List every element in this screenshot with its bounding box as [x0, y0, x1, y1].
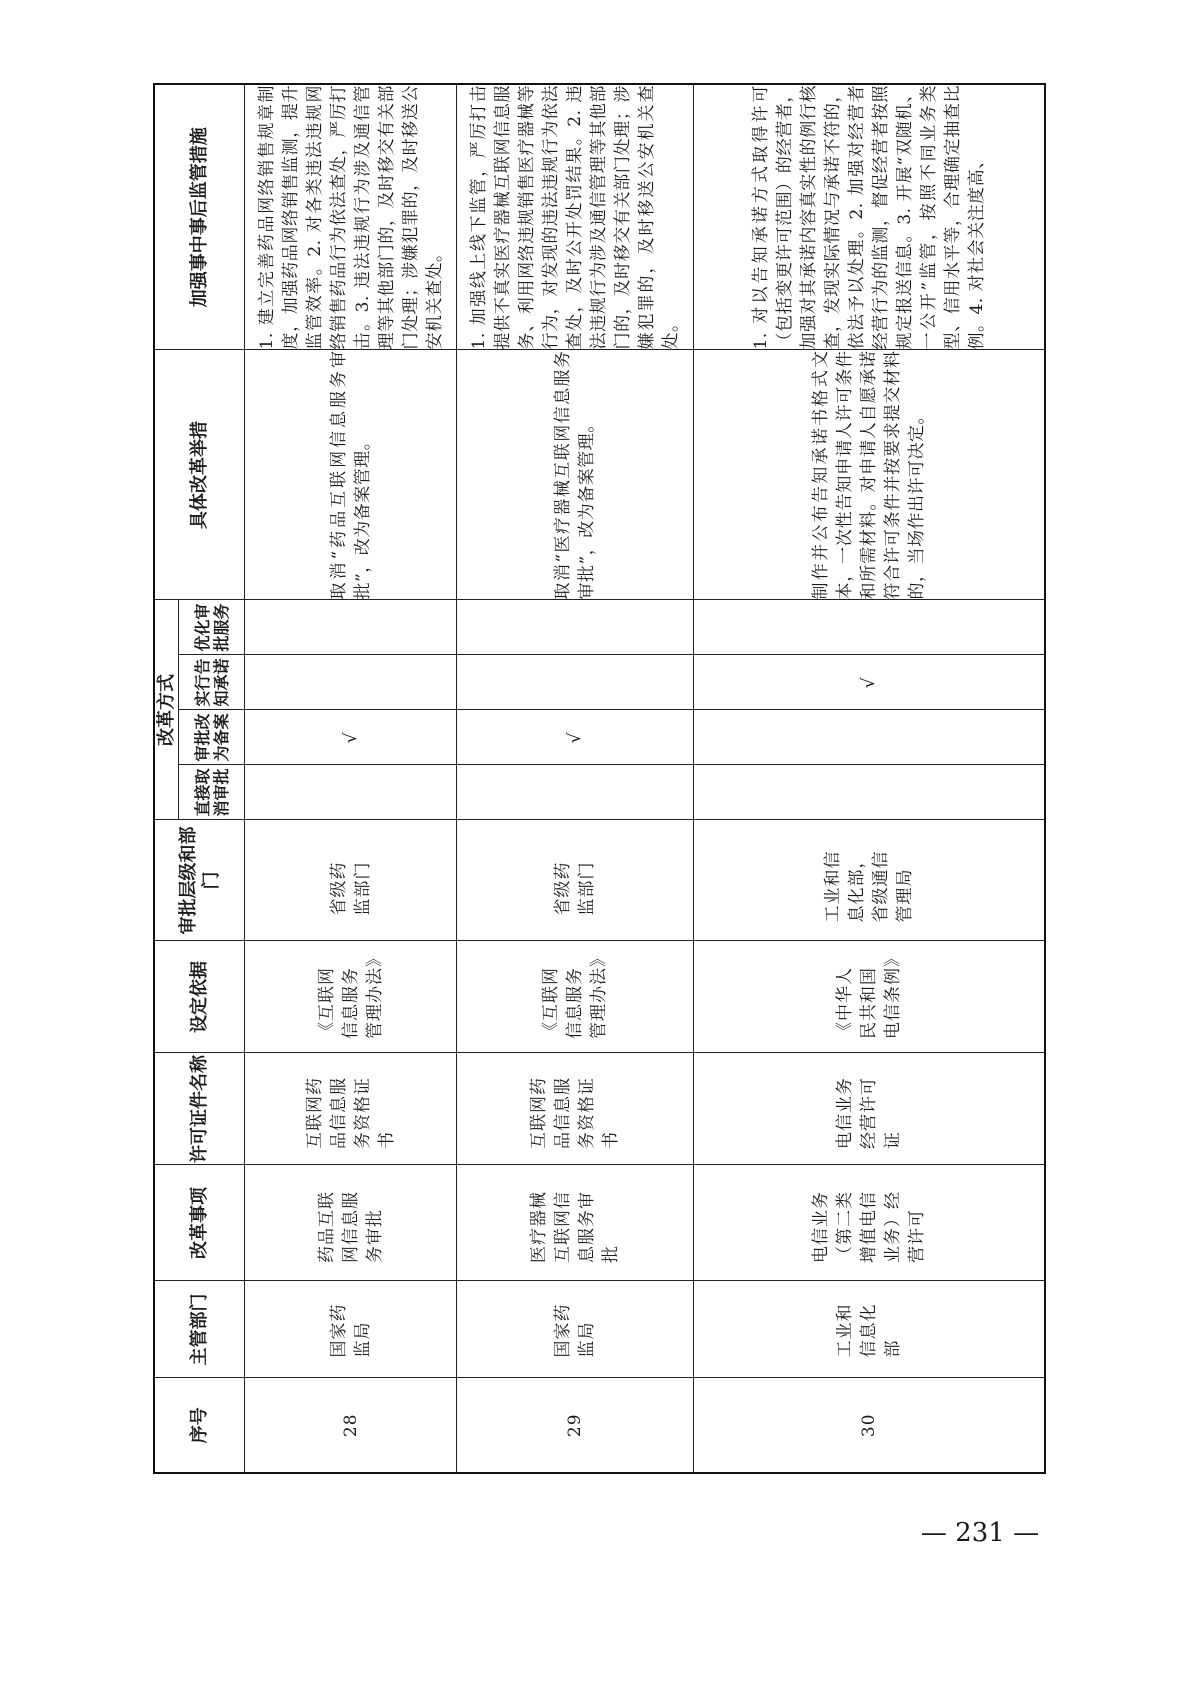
cell-level: [694, 820, 1045, 941]
header-filing: 审批改为备案: [179, 710, 245, 765]
cell-basis: [245, 941, 457, 1053]
cell-supervision: 1. 对以告知承诺方式取得许可（包括变更许可范围）的经营者，加强对其承诺内容真实性的例行核查，发现实际情况与承诺不符的，依法予以处理。2. 加强对经营者经营行为的监测，督促经营者按照规定报送信息。3. 开展“双随机、一公开”监管，按照不同业务类型、信用水平等，合理确定抽查比例。4. 对社会关注度高、: [694, 84, 1045, 350]
cell-filing: √: [457, 710, 694, 765]
header-level: 审批层级和部门: [154, 820, 245, 941]
cell-supervision: 1. 建立完善药品网络销售规章制度，加强药品网络销售监测，提升监管效率。2. 对各类违法违规网络销售药品行为依法查处，严厉打击。3. 违法违规行为涉及通信管理等其他部门的，及时移交有关部门处理；涉嫌犯罪的，及时移送公安机关查处。: [245, 84, 457, 350]
level-text: 工业和信息化部，省级通信管理局: [822, 850, 915, 923]
cell-cancel: [694, 765, 1045, 820]
rotated-table-canvas: [153, 85, 1043, 1474]
header-basis: 设定依据: [154, 941, 245, 1053]
cell-cancel: [457, 765, 694, 820]
header-license: 许可证件名称: [154, 1053, 245, 1165]
cell-dept: [457, 1281, 694, 1378]
license-text: 电信业务经营许可证: [834, 1077, 903, 1149]
page-number: — 231 —: [920, 1518, 1040, 1548]
table-row: [457, 84, 694, 1473]
cell-filing: [694, 710, 1045, 765]
table-row: [694, 84, 1045, 1473]
cell-item: [245, 1165, 457, 1281]
cell-notify: [245, 655, 457, 710]
cell-seq: 29: [457, 1378, 694, 1473]
cell-measures: 取消“医疗器械互联网信息服务审批”，改为备案管理。: [457, 350, 694, 600]
header-item: 改革事项: [154, 1165, 245, 1281]
cell-notify: [457, 655, 694, 710]
level-text: 省级药监部门: [553, 861, 597, 916]
cell-dept: [245, 1281, 457, 1378]
item-text: 药品互联网信息服务审批: [316, 1191, 385, 1263]
header-dept: 主管部门: [154, 1281, 245, 1378]
reform-table: [153, 83, 1046, 1474]
cell-filing: √: [245, 710, 457, 765]
cell-item: [457, 1165, 694, 1281]
basis-text: 《中华人民共和国电信条例》: [834, 949, 903, 1039]
cell-measures: 取消“药品互联网信息服务审批”，改为备案管理。: [245, 350, 457, 600]
header-optimize: 优化审批服务: [179, 600, 245, 655]
cell-seq: 30: [694, 1378, 1045, 1473]
dept-text: 国家药监局: [328, 1303, 373, 1358]
header-measures: 具体改革举措: [154, 350, 245, 600]
cell-license: [457, 1053, 694, 1165]
cell-measures: 制作并公布告知承诺书格式文本，一次性告知申请人许可条件和所需材料。对申请人自愿承诺符合许可条件并按要求提交材料的，当场作出许可决定。: [694, 350, 1045, 600]
header-supervision: 加强事中事后监管措施: [154, 84, 245, 350]
cell-optimize: [245, 600, 457, 655]
header-notify: 实行告知承诺: [179, 655, 245, 710]
basis-text: 《互联网信息服务管理办法》: [316, 949, 385, 1039]
header-cancel: 直接取消审批: [179, 765, 245, 820]
item-text: 医疗器械互联网信息服务审批: [529, 1191, 621, 1263]
license-text: 互联网药品信息服务资格证书: [529, 1077, 621, 1149]
table-row: [245, 84, 457, 1473]
dept-text: 工业和信息化部: [834, 1303, 903, 1358]
cell-dept: [694, 1281, 1045, 1378]
cell-basis: [457, 941, 694, 1053]
cell-license: [245, 1053, 457, 1165]
basis-text: 《互联网信息服务管理办法》: [541, 949, 609, 1039]
cell-cancel: [245, 765, 457, 820]
cell-seq: 28: [245, 1378, 457, 1473]
cell-notify: √: [694, 655, 1045, 710]
dept-text: 国家药监局: [553, 1303, 597, 1358]
header-reform-method: 改革方式: [154, 600, 179, 820]
header-seq: 序号: [154, 1378, 245, 1473]
level-text: 省级药监部门: [328, 861, 373, 916]
cell-license: [694, 1053, 1045, 1165]
cell-optimize: [457, 600, 694, 655]
cell-optimize: [694, 600, 1045, 655]
item-text: 电信业务（第二类增值电信业务）经营许可: [810, 1191, 927, 1263]
cell-item: [694, 1165, 1045, 1281]
cell-level: [457, 820, 694, 941]
cell-level: [245, 820, 457, 941]
license-text: 互联网药品信息服务资格证书: [304, 1077, 397, 1149]
cell-basis: [694, 941, 1045, 1053]
cell-supervision: 1. 加强线上线下监管，严厉打击提供不真实医疗器械互联网信息服务、利用网络违规销售医疗器械等行为，对发现的违法违规行为依法查处，及时公开处罚结果。2. 违法违规行为涉及通信管理等其他部门的，及时移交有关部门处理；涉嫌犯罪的，及时移送公安机关查处。: [457, 84, 694, 350]
